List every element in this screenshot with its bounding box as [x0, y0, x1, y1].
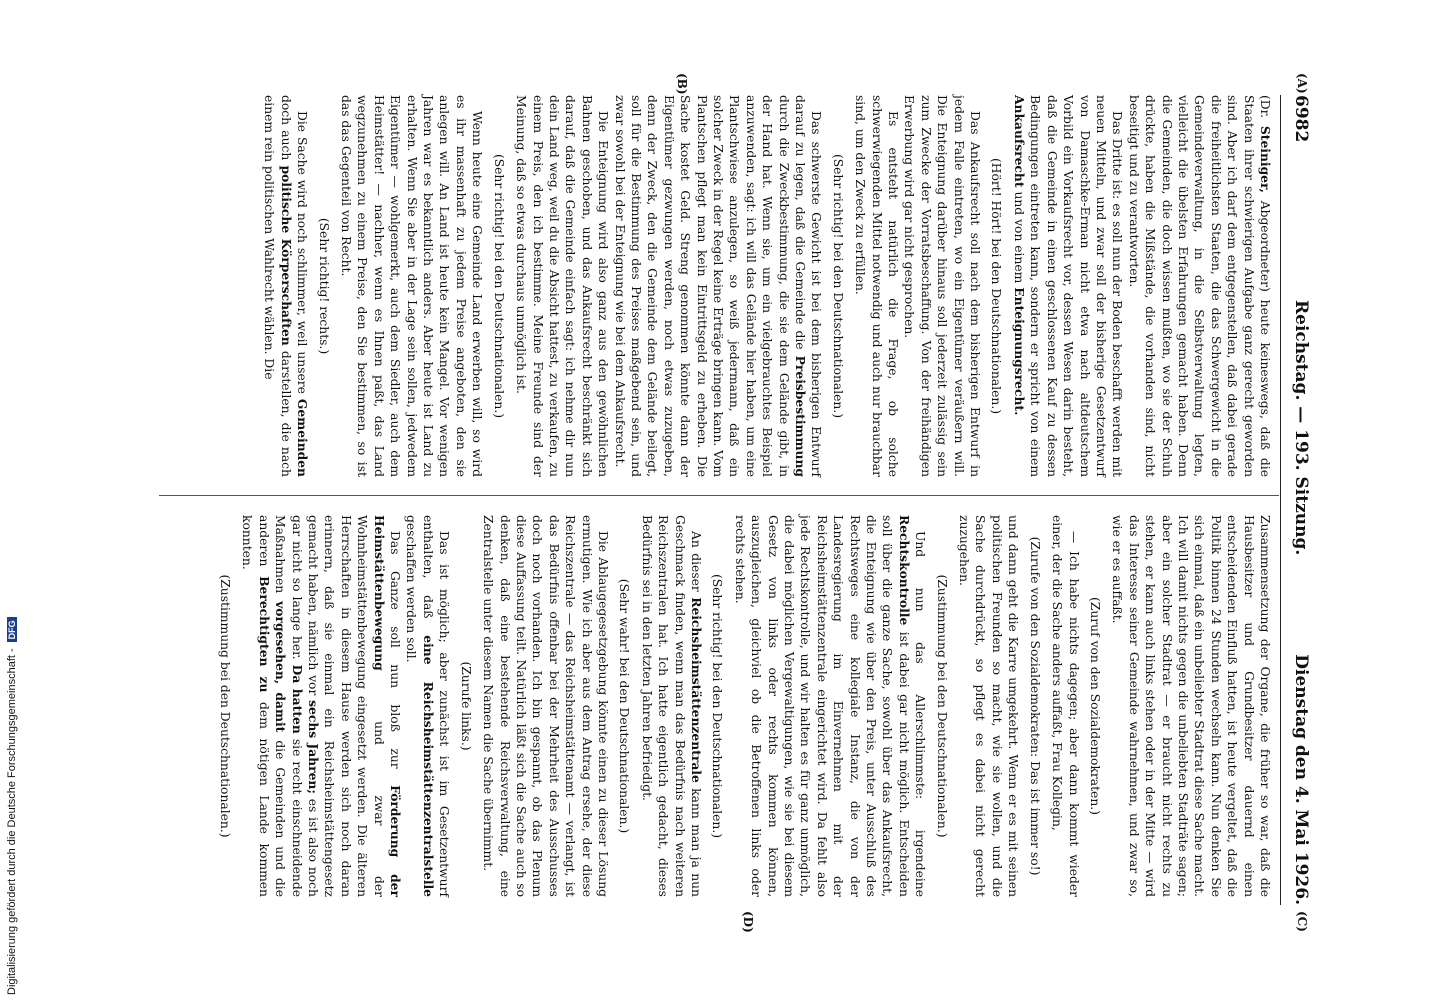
left-column [261, 95, 1273, 477]
rotated-page [115, 73, 1315, 933]
paragraph: Das Ganze soll nun bloß zur Förderung der Heimstättenbewegung und zwar der Wohnheimstättenbewegung eingesetzt werden. Die älteren Herrschaften in diesem Hause werden sich noch daran erinnern, daß sie einmal ein Reichsheimstättengesetz gemacht haben, nämlich vor sechs Jahren; es ist also noch gar nicht so lange her. Da hatten sie recht einschneidende Maßnahmen vorgesehen, damit die Gemeinden und die anderen Berechtigten zu dem nötigen Lande kommen konnten. [240, 515, 404, 897]
paragraph: Die Enteignung wird also ganz aus den gewöhnlichen Bahnen geschoben, und das Ankaufsrecht beschränkt sich darauf, daß die Gemeinde einfach sagt: ich nehme dir nun dein Land weg, weil du die Absicht hattest, zu verkaufen, zu einem Preis, den ich bestimme. Meine Freunde sind der Meinung, daß so etwas durchaus unmöglich ist. [514, 95, 611, 477]
paragraph: und dann geht die Karre umgekehrt. Wenn er es mit seinen politischen Freunden so macht, wie sie wollen, und die Sache durchdrückt, so pflegt es dabei nicht gerecht zuzugehen. [957, 515, 1021, 897]
interjection: (Sehr richtig! bei den Deutschnationalen.) [710, 573, 725, 839]
paragraph: Es entsteht natürlich die Frage, ob solche schwerwiegenden Mittel notwendig und auch nur brauchbar sind, um den Zweck zu erfüllen. [853, 95, 901, 477]
interjection: (Sehr richtig! rechts.) [316, 217, 331, 355]
session-date: Dienstag den 4. Mai 1926. [1291, 654, 1311, 905]
paragraph: Die Ablaugegesetzgebung könnte einen zu dieser Lösung ermutigen. Wie ich aber aus dem Antrag ersehe, der diese Reichszentrale — das Reichsheimstättenamt — verlangt, ist das Bedürfnis offenbar bei der Mehrheit des Ausschusses doch noch vorhanden. Ich bin gespannt, ob das Plenum diese Auffassung teilt. Natürlich läßt sich die Sache auch so denken, daß eine bestehende Reichsverwaltung, eine Zentralstelle unter diesem Namen die Sache übernimmt. [481, 515, 610, 897]
margin-mark-c: (C) [1295, 911, 1309, 932]
paragraph: An dieser Reichsheimstättenzentrale kann man ja nun Geschmack finden, wenn man das Bedürfnis nach weiteren Reichszentralen hat. Ich hatte eigentlich gedacht, dieses Bedürfnis sei in den letzten Jahren befriedigt. [639, 515, 704, 897]
paragraph: Das Ankaufsrecht soll nach dem bisherigen Entwurf in jedem Falle eintreten, wo ein Eigentümer veräußern will. Die Enteignung darüber hinaus soll jederzeit zulässig sein zum Zwecke der Vorratsbeschaffung. Von der freihändigen Erwerbung wird gar nicht gesprochen. [902, 95, 983, 477]
dfg-logo: DFG [7, 617, 17, 642]
interjection: (Zurufe von den Sozialdemokraten: Das ist immer so!) [1027, 536, 1042, 876]
margin-mark-a: (A) [1295, 73, 1309, 94]
interjection: (Zuruf von den Sozialdemokraten.) [1087, 597, 1102, 815]
paragraph: Und nun das Allerschlimmste: irgendeine Rechtskontrolle ist dabei gar nicht möglich. Entscheiden soll über die ganze Sache, sowohl über das Ankaufsrecht, die Enteignung wie über den Preis, unter Ausschluß des Rechtsweges eine kollegiale Instanz, die von der Landesregierung im Einvernehmen mit der Reichsheimstättenzentrale eingerichtet wird. Da fehlt also jede Rechtskontrolle, und wir halten es für ganz unmöglich, die dabei möglichen Vergewaltigungen, wie sie bei diesem Gesetz von links oder rechts kommen können, auszugleichen, gleichviel ob die Betroffenen links oder rechts stehen. [732, 515, 928, 897]
digitization-credit [6, 617, 18, 995]
paragraph: Die Sache wird noch schlimmer, weil unsere Gemeinden doch auch politische Körperschaften darstellen, die nach einem rein politischen Wahlrecht wählen. Die [262, 95, 311, 477]
margin-mark-d: (D) [741, 911, 755, 933]
interjection: (Sehr richtig! bei den Deutschnationalen.) [830, 153, 845, 419]
interjection: (Hört! Hört! bei den Deutschnationalen.) [989, 157, 1004, 415]
paragraph: Wenn heute eine Gemeinde Land erwerben will, so wird es ihr massenhaft zu jedem Preise angeboten, den sie anlegen will. An Land ist heute kein Mangel. Vor wenigen Jahren war es bekanntlich anders. Aber heute ist Land zu erhalten. Wenn Sie aber in der Lage sein sollen, jedwedem Eigentümer — wohlgemerkt, auch dem Siedler, auch dem Heimstätter! — nachher, wenn es Ihnen paßt, das Land wegzunehmen zu einem Preise, den Sie bestimmen, so ist das das Gegenteil von Recht. [339, 95, 485, 477]
paragraph: (Dr. Steiniger, Abgeordneter) heute keineswegs, daß die Staaten ihrer schwierigen Aufgabe ganz gerecht geworden sind. Aber ich darf dem entgegenstellen, daß dabei gerade die freiheitlichsten Staaten, die das Schwergewicht in die Gemeindeverwaltung, in die Selbstverwaltung legten, vielleicht die übelsten Erfahrungen gemacht haben. Denn die Gemeinden, die doch wissen mußten, wo sie der Schuh drückte, haben die Mißstände, die vorhanden sind, nicht beseitigt und zu verantworten. [1126, 95, 1273, 477]
paragraph: Das ist möglich; aber zunächst ist im Gesetzentwurf enthalten, daß eine Reichsheimstättenzentralstelle geschaffen werden soll. [404, 515, 452, 897]
paragraph: Das schwerste Gewicht ist bei dem bisherigen Entwurf darauf zu legen, daß die Gemeinde die Preisbestimmung durch die Zweckbestimmung, die sie dem Gelände gibt, in der Hand hat. Wenn sie, um ein vielgebrauchtes Beispiel anzuwenden, sagt: ich will das Gelände hier haben, um eine Plantschwiese anzulegen, so weiß jedermann, daß ein solcher Zweck in der Regel keine Erträge bringen kann. Vom Plantschen pflegt man kein Eintrittsgeld zu erheben. Die Sache kostet Geld. Streng genommen könnte dann der Eigentümer gezwungen werden, noch etwas zuzugeben, denn der Zweck, den die Gemeinde dem Gelände beilegt, soll für die Bestimmung des Preises maßgebend sein, und zwar sowohl bei der Enteignung wie bei dem Ankaufsrecht. [612, 95, 824, 478]
paragraph: Zusammensetzung der Organe, die früher so war, daß die Hausbesitzer und Grundbesitzer dauernd einen entscheidenden Einfluß hatten, ist heute vergeltet, daß die Politik binnen 24 Stunden wechseln kann. Nun denken Sie sich einmal, daß ein unbeliebter Stadtrat diese Sache macht. Ich will damit nichts gegen die unbeliebten Stadträte sagen; aber ein solcher Stadtrat — er braucht nicht rechts zu stehen, er kann auch links stehen oder in der Mitte — wird das Interesse seiner Gemeinde wahrnehmen, und zwar so, wie er es auffaßt. [1110, 515, 1272, 897]
interjection: (Sehr wahr! bei den Deutschnationalen.) [617, 578, 632, 834]
speaker-name: Steiniger, [1258, 125, 1273, 193]
interjection: (Zustimmung bei den Deutschnationalen.) [934, 574, 949, 838]
header-rule [1280, 95, 1281, 905]
margin-mark-b: (B) [675, 73, 689, 95]
page-number: 6982 [1291, 95, 1311, 143]
interjection: (Zustimmung bei den Deutschnationalen.) [218, 574, 233, 838]
session-title: Reichstag. — 193. Sitzung. [1291, 300, 1311, 556]
credit-text: Digitalisierung gefördert durch die Deutsche Forschungsgemeinschaft - [6, 648, 18, 995]
paragraph: Das Dritte ist: es soll nun der Boden beschafft werden mit neuen Mitteln, und zwar soll der bisherige Gesetzentwurf von Damaschke-Erman nicht etwa nach altdeutschem Vorbild ein Vorkaufsrecht vor, dessen Wesen darin besteht, daß die Gemeinde in einen geschlossenen Kauf zu dessen Bedingungen eintreten kann, sondern er spricht von einem Ankaufsrecht und von einem Enteignungsrecht. [1011, 95, 1125, 477]
column-divider [159, 495, 1279, 496]
interjection: (Sehr richtig! bei den Deutschnationalen.) [491, 153, 506, 419]
page-header [1281, 95, 1315, 905]
interjection: (Zurufe links.) [458, 661, 473, 751]
paragraph: — Ich habe nichts dagegen; aber dann kommt wieder einer, der die Sache anders auffaßt, Frau Kollegin, [1050, 515, 1081, 897]
right-column [212, 515, 1273, 897]
